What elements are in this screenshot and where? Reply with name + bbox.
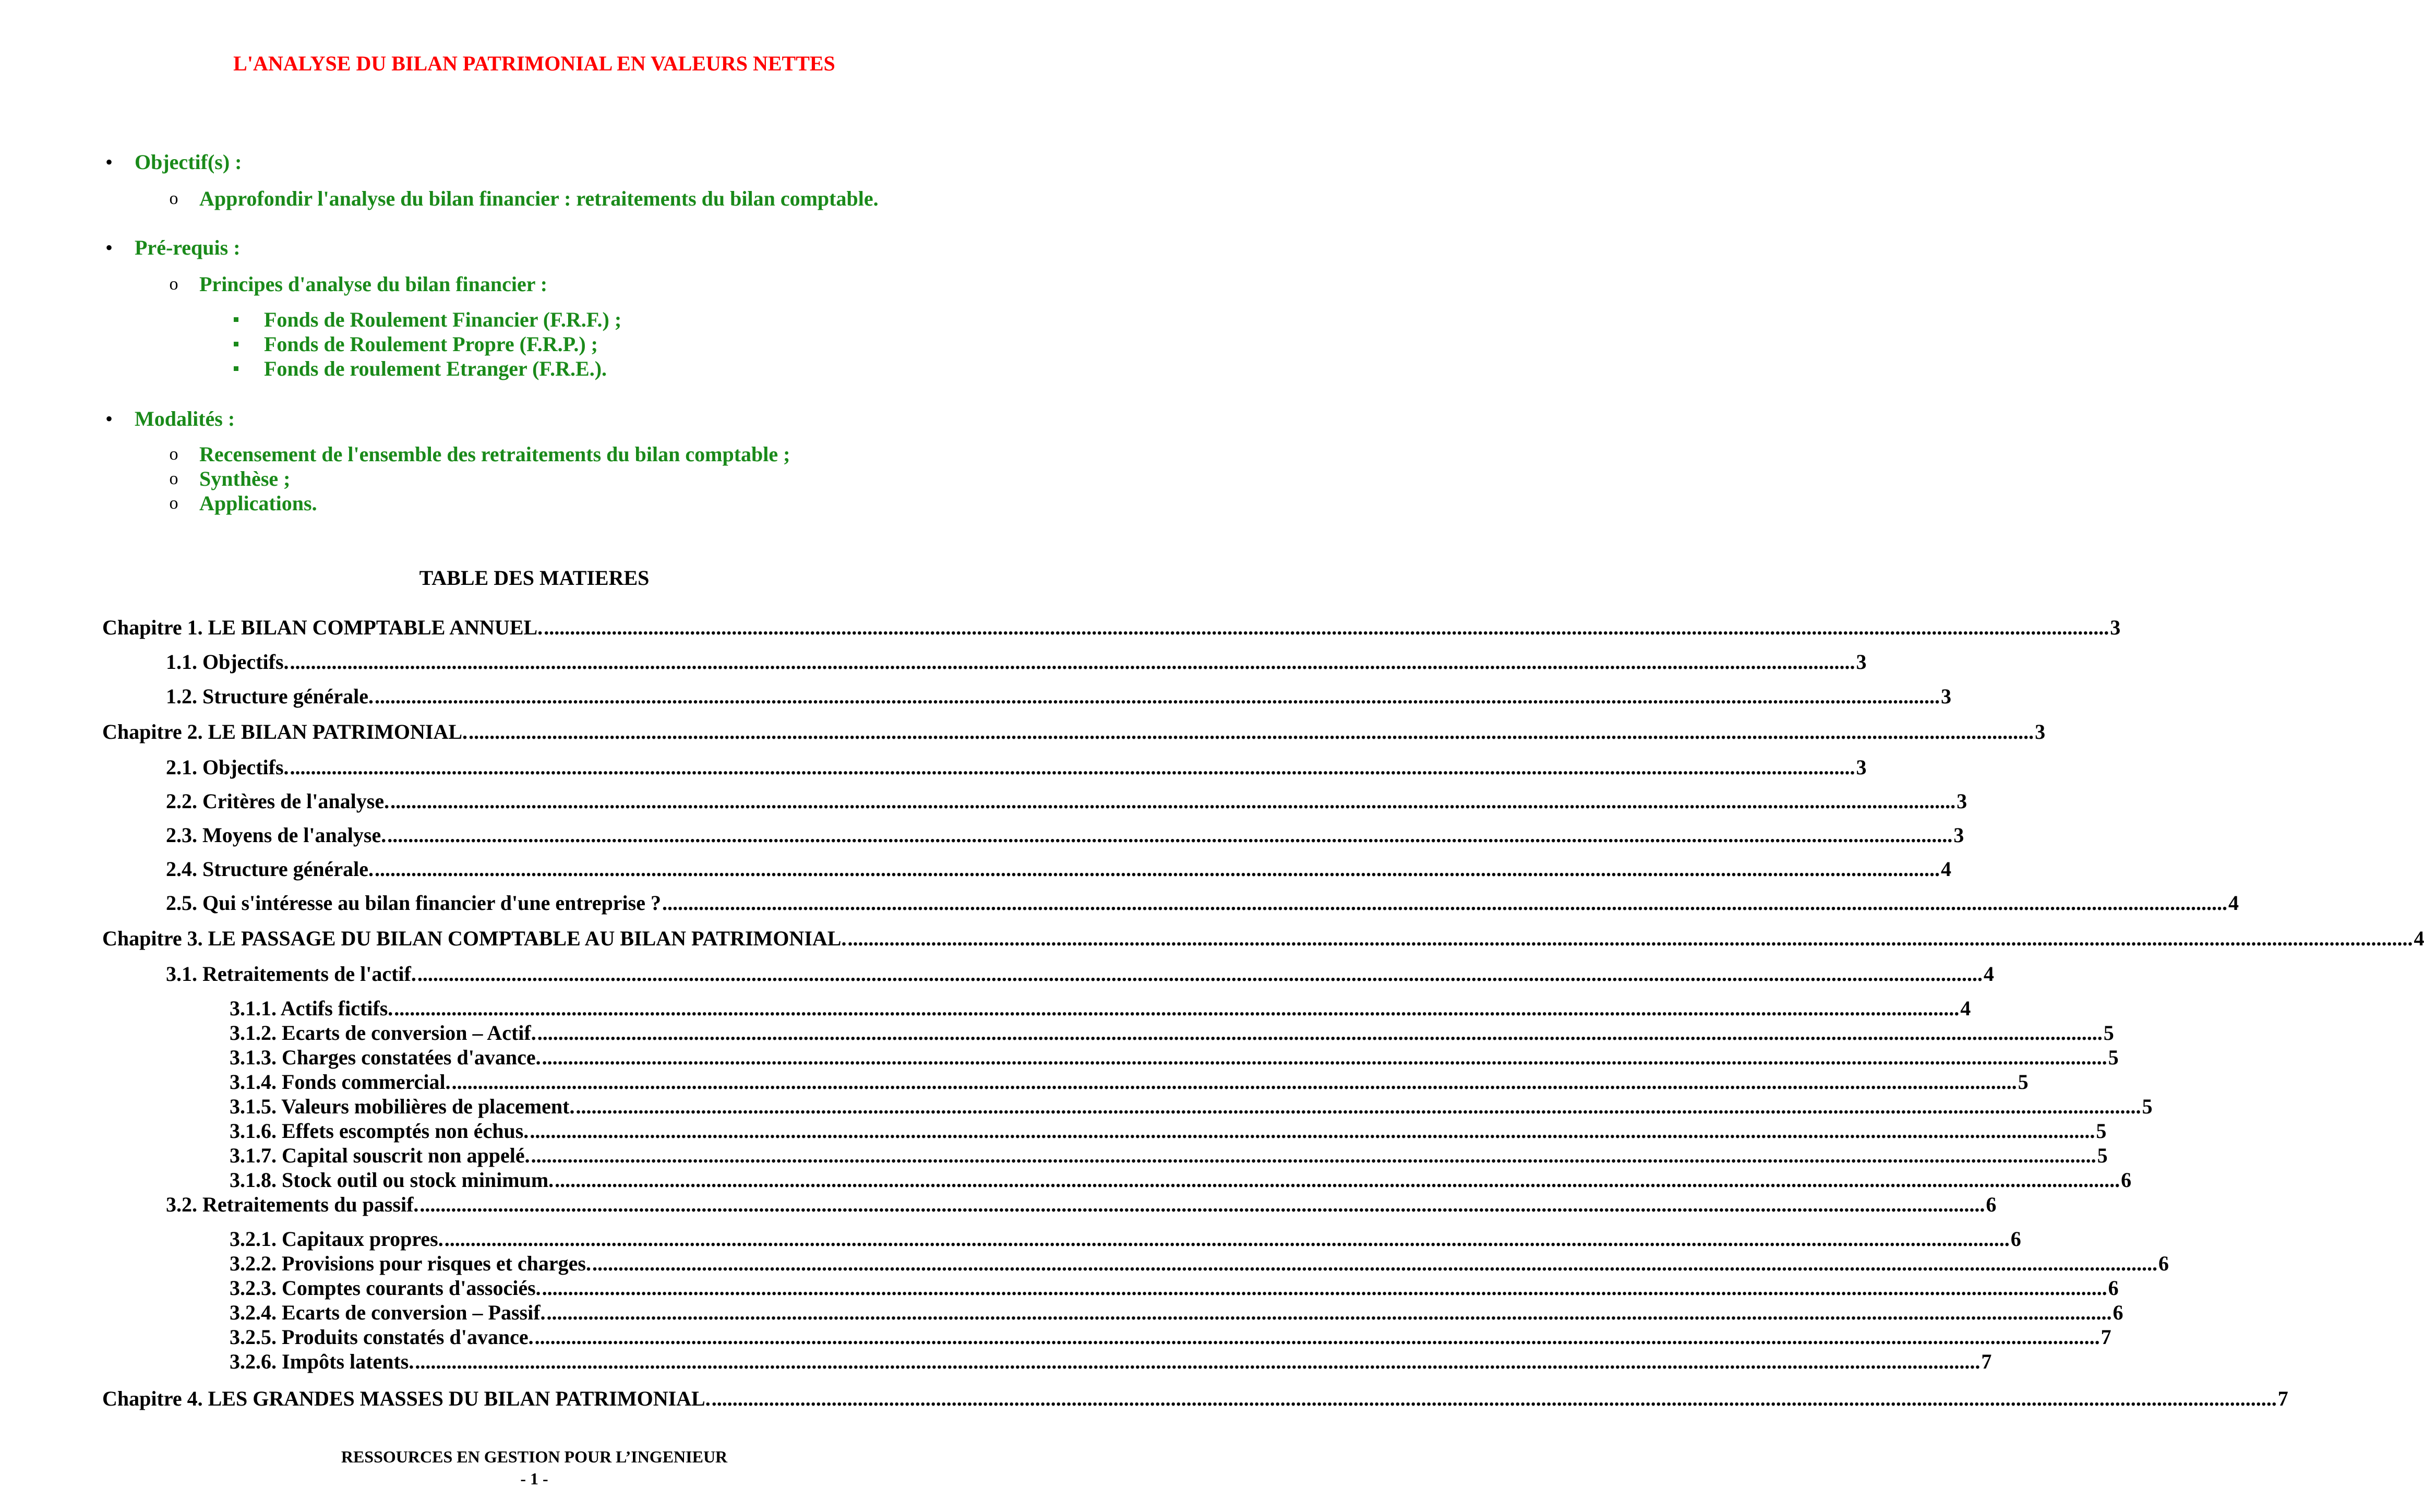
- toc-entry-subsection[interactable]: [230, 1350, 1992, 1374]
- toc-dot-leader: ............................................................................................................................................................................................................................................................................................................: [662, 891, 2227, 915]
- toc-entry-label: 3.1.2. Ecarts de conversion – Actif.: [230, 1021, 536, 1045]
- toc-dot-leader: ............................................................................................................................................................................................................................................................................................................: [419, 1193, 1985, 1216]
- toc-entry-section[interactable]: [166, 650, 1867, 674]
- toc-dot-leader: ............................................................................................................................................................................................................................................................................................................: [375, 857, 1940, 881]
- toc-dot-leader: ............................................................................................................................................................................................................................................................................................................: [531, 1144, 2096, 1167]
- toc-page-number: 5: [2142, 1095, 2153, 1118]
- modalities-heading: [105, 407, 235, 431]
- toc-entry-chapter[interactable]: [102, 927, 2424, 951]
- toc-page-number: 6: [2113, 1301, 2123, 1324]
- bullet-circle-icon: o: [169, 445, 178, 464]
- toc-entry-subsection[interactable]: [230, 1301, 2123, 1325]
- toc-title: TABLE DES MATIERES: [419, 566, 650, 590]
- toc-entry-subsection[interactable]: [230, 1070, 2029, 1094]
- prerequisites-label: Pré-requis :: [135, 236, 241, 259]
- prerequisites-item: [169, 272, 548, 296]
- toc-page-number: 4: [1960, 997, 1971, 1020]
- objectives-item: [169, 187, 879, 211]
- toc-page-number: 5: [2103, 1021, 2114, 1045]
- toc-dot-leader: ............................................................................................................................................................................................................................................................................................................: [375, 685, 1940, 708]
- toc-dot-leader: ............................................................................................................................................................................................................................................................................................................: [387, 823, 1953, 847]
- toc-entry-subsection[interactable]: [230, 1168, 2132, 1192]
- toc-entry-subsection[interactable]: [230, 1021, 2114, 1045]
- toc-entry-section[interactable]: [166, 685, 1952, 709]
- prerequisites-subitem-text: Fonds de Roulement Propre (F.R.P.) ;: [264, 332, 598, 356]
- toc-dot-leader: ............................................................................................................................................................................................................................................................................................................: [451, 1070, 2017, 1094]
- modalities-label: Modalités :: [135, 407, 235, 430]
- toc-entry-label: 3.1.7. Capital souscrit non appelé.: [230, 1144, 530, 1167]
- toc-page-number: 4: [1983, 962, 1994, 986]
- bullet-circle-icon: o: [169, 469, 178, 488]
- toc-page-number: 3: [1941, 685, 1952, 708]
- prerequisites-subitem: [264, 332, 598, 356]
- toc-dot-leader: ............................................................................................................................................................................................................................................................................................................: [546, 1301, 2112, 1324]
- modalities-item: [169, 442, 790, 466]
- toc-entry-label: 3.1.3. Charges constatées d'avance.: [230, 1046, 541, 1069]
- toc-dot-leader: ............................................................................................................................................................................................................................................................................................................: [575, 1095, 2141, 1118]
- toc-entry-label: 3.2.4. Ecarts de conversion – Passif.: [230, 1301, 546, 1324]
- toc-entry-label: 3.1.8. Stock outil ou stock minimum.: [230, 1168, 554, 1192]
- toc-entry-label: 3.1. Retraitements de l'actif.: [166, 962, 416, 986]
- toc-dot-leader: ............................................................................................................................................................................................................................................................................................................: [534, 1325, 2100, 1349]
- toc-dot-leader: ............................................................................................................................................................................................................................................................................................................: [530, 1119, 2095, 1143]
- toc-page-number: 3: [1957, 789, 1967, 813]
- toc-entry-section[interactable]: [166, 962, 1994, 986]
- toc-dot-leader: ............................................................................................................................................................................................................................................................................................................: [290, 650, 1855, 674]
- toc-dot-leader: ............................................................................................................................................................................................................................................................................................................: [415, 1350, 1981, 1373]
- toc-dot-leader: ............................................................................................................................................................................................................................................................................................................: [394, 997, 1960, 1020]
- bullet-square-icon: [234, 317, 238, 322]
- toc-entry-chapter[interactable]: [102, 1387, 2288, 1411]
- objectives-label: Objectif(s) :: [135, 150, 242, 174]
- bullet-dot-icon: •: [105, 236, 113, 259]
- prerequisites-subitem: [264, 357, 607, 381]
- toc-entry-subsection[interactable]: [230, 1252, 2169, 1276]
- toc-entry-label: Chapitre 3. LE PASSAGE DU BILAN COMPTABLE AU BILAN PATRIMONIAL.: [102, 927, 847, 950]
- toc-entry-label: Chapitre 2. LE BILAN PATRIMONIAL.: [102, 720, 468, 743]
- toc-dot-leader: ............................................................................................................................................................................................................................................................................................................: [417, 962, 1983, 986]
- bullet-dot-icon: •: [105, 150, 113, 174]
- toc-entry-subsection[interactable]: [230, 997, 1971, 1021]
- toc-entry-section[interactable]: [166, 789, 1967, 813]
- toc-entry-subsection[interactable]: [230, 1227, 2021, 1251]
- modalities-item: [169, 491, 317, 515]
- toc-entry-section[interactable]: [166, 1193, 1997, 1217]
- toc-dot-leader: ............................................................................................................................................................................................................................................................................................................: [537, 1021, 2103, 1045]
- toc-dot-leader: ............................................................................................................................................................................................................................................................................................................: [555, 1168, 2120, 1192]
- toc-entry-chapter[interactable]: [102, 616, 2121, 640]
- toc-entry-section[interactable]: [166, 755, 1867, 779]
- toc-entry-label: 3.2.6. Impôts latents.: [230, 1350, 414, 1373]
- bullet-circle-icon: o: [169, 189, 178, 208]
- toc-entry-label: 3.2.2. Provisions pour risques et charges.: [230, 1252, 591, 1275]
- toc-dot-leader: ............................................................................................................................................................................................................................................................................................................: [290, 755, 1855, 779]
- modalities-item-text: Synthèse ;: [199, 467, 291, 490]
- toc-dot-leader: ............................................................................................................................................................................................................................................................................................................: [542, 1276, 2107, 1300]
- toc-page-number: 6: [1986, 1193, 1997, 1216]
- toc-dot-leader: ............................................................................................................................................................................................................................................................................................................: [542, 1046, 2107, 1069]
- toc-page-number: 5: [2097, 1144, 2108, 1167]
- toc-entry-label: 2.5. Qui s'intéresse au bilan financier d'une entreprise ?: [166, 891, 661, 915]
- toc-dot-leader: ............................................................................................................................................................................................................................................................................................................: [469, 720, 2034, 743]
- toc-entry-label: 3.1.4. Fonds commercial.: [230, 1070, 451, 1094]
- toc-page-number: 6: [2121, 1168, 2132, 1192]
- toc-entry-label: 3.2.3. Comptes courants d'associés.: [230, 1276, 541, 1300]
- toc-page-number: 7: [1981, 1350, 1992, 1373]
- toc-dot-leader: ............................................................................................................................................................................................................................................................................................................: [592, 1252, 2157, 1275]
- toc-entry-section[interactable]: [166, 823, 1964, 847]
- toc-page-number: 3: [1856, 755, 1867, 779]
- document-title: L'ANALYSE DU BILAN PATRIMONIAL EN VALEURS NETTES: [233, 52, 835, 75]
- objectives-heading: [105, 150, 242, 174]
- toc-page-number: 4: [2228, 891, 2239, 915]
- toc-entry-label: 3.1.5. Valeurs mobilières de placement.: [230, 1095, 575, 1118]
- bullet-dot-icon: •: [105, 407, 113, 430]
- toc-entry-label: 2.2. Critères de l'analyse.: [166, 789, 390, 813]
- toc-page-number: 7: [2277, 1387, 2288, 1410]
- objectives-item-text: Approfondir l'analyse du bilan financier : retraitements du bilan comptable.: [199, 187, 879, 210]
- toc-entry-section[interactable]: [166, 891, 2239, 915]
- bullet-square-icon: [234, 342, 238, 346]
- toc-entry-subsection[interactable]: [230, 1095, 2153, 1119]
- toc-entry-label: Chapitre 4. LES GRANDES MASSES DU BILAN PATRIMONIAL.: [102, 1387, 711, 1410]
- toc-dot-leader: ............................................................................................................................................................................................................................................................................................................: [544, 616, 2109, 639]
- toc-entry-label: 2.3. Moyens de l'analyse.: [166, 823, 387, 847]
- toc-dot-leader: ............................................................................................................................................................................................................................................................................................................: [390, 789, 1956, 813]
- toc-page-number: 6: [2108, 1276, 2119, 1300]
- prerequisites-heading: [105, 236, 241, 260]
- prerequisites-subitem-text: Fonds de Roulement Financier (F.R.F.) ;: [264, 308, 622, 331]
- toc-entry-label: 3.2.5. Produits constatés d'avance.: [230, 1325, 534, 1349]
- bullet-circle-icon: o: [169, 494, 178, 513]
- toc-page-number: 3: [1856, 650, 1867, 674]
- toc-entry-section[interactable]: [166, 857, 1952, 881]
- toc-entry-label: 2.1. Objectifs.: [166, 755, 289, 779]
- footer-page-number: - 1 -: [520, 1469, 548, 1488]
- toc-entry-subsection[interactable]: [230, 1119, 2107, 1143]
- toc-entry-label: 3.2.1. Capitaux propres.: [230, 1227, 443, 1251]
- footer-title: RESSOURCES EN GESTION POUR L’INGENIEUR: [341, 1447, 728, 1466]
- toc-entry-chapter[interactable]: [102, 720, 2046, 744]
- toc-page-number: 5: [2096, 1119, 2107, 1143]
- prerequisites-subitem: [264, 308, 621, 332]
- toc-dot-leader: ............................................................................................................................................................................................................................................................................................................: [444, 1227, 2010, 1251]
- toc-entry-subsection[interactable]: [230, 1276, 2119, 1300]
- toc-entry-label: Chapitre 1. LE BILAN COMPTABLE ANNUEL.: [102, 616, 543, 639]
- toc-page-number: 7: [2101, 1325, 2111, 1349]
- toc-page-number: 4: [1941, 857, 1952, 881]
- modalities-item-text: Applications.: [199, 491, 317, 515]
- toc-page-number: 6: [2158, 1252, 2169, 1275]
- prerequisites-item-text: Principes d'analyse du bilan financier :: [199, 272, 548, 296]
- toc-entry-label: 3.2. Retraitements du passif.: [166, 1193, 419, 1216]
- prerequisites-subitem-text: Fonds de roulement Etranger (F.R.E.).: [264, 357, 607, 380]
- toc-dot-leader: ............................................................................................................................................................................................................................................................................................................: [711, 1387, 2277, 1410]
- toc-entry-label: 3.1.6. Effets escomptés non échus.: [230, 1119, 529, 1143]
- toc-page-number: 3: [1953, 823, 1964, 847]
- toc-dot-leader: ............................................................................................................................................................................................................................................................................................................: [847, 927, 2413, 950]
- toc-entry-subsection[interactable]: [230, 1144, 2108, 1168]
- bullet-square-icon: [234, 366, 238, 371]
- modalities-item-text: Recensement de l'ensemble des retraitements du bilan comptable ;: [199, 442, 790, 466]
- toc-page-number: 6: [2010, 1227, 2021, 1251]
- toc-page-number: 3: [2035, 720, 2046, 743]
- toc-entry-subsection[interactable]: [230, 1046, 2119, 1070]
- toc-page-number: 5: [2108, 1046, 2119, 1069]
- toc-entry-subsection[interactable]: [230, 1325, 2111, 1349]
- toc-page-number: 3: [2110, 616, 2121, 639]
- toc-entry-label: 1.1. Objectifs.: [166, 650, 289, 674]
- toc-page-number: 5: [2018, 1070, 2029, 1094]
- bullet-circle-icon: o: [169, 274, 178, 294]
- toc-entry-label: 3.1.1. Actifs fictifs.: [230, 997, 393, 1020]
- toc-entry-label: 1.2. Structure générale.: [166, 685, 374, 708]
- toc-entry-label: 2.4. Structure générale.: [166, 857, 374, 881]
- toc-page-number: 4: [2414, 927, 2424, 950]
- modalities-item: [169, 467, 291, 491]
